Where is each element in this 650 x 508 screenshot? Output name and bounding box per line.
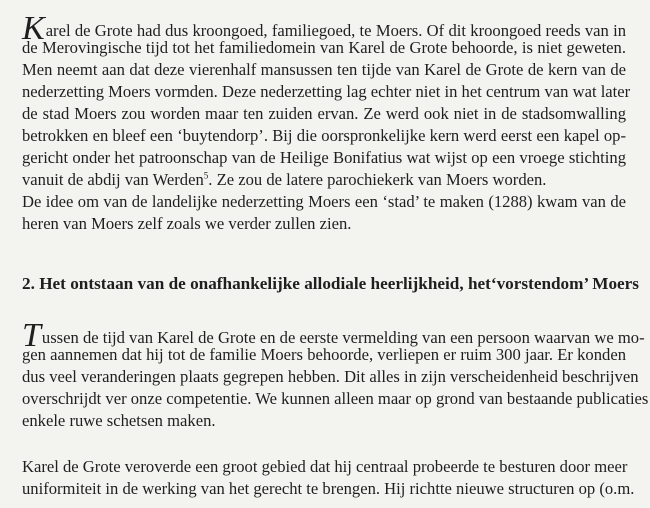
paragraph-1-line-5: de stad Moers zou worden maar ten zuiden ervan. Ze werd ook niet in de stadsomwalling [22,104,626,123]
paragraph-1-line-1: Karel de Grote had dus kroongoed, familiegoed, te Moers. Of dit kroongoed reeds van in [22,10,626,47]
paragraph-1-line-3: Men neemt aan dat deze vierenhalf mansussen ten tijde van Karel de Grote de kern van de [22,60,626,79]
paragraph-2-line-3: dus veel veranderingen plaats gegrepen hebben. Dit alles in zijn verscheidenheid beschrijven [22,367,639,386]
footnote-marker: 5 [203,170,209,181]
paragraph-2-line-2: gen aannemen dat hij tot de familie Moers behoorde, verliepen er ruim 300 jaar. Er konden [22,345,626,364]
paragraph-1-line-8: vanuit de abdij van Werden$^5$. Ze zou de latere parochiekerk van Moers worden. [22,170,547,189]
paragraph-2-line-4: overschrijdt ver onze competentie. We kunnen alleen maar op grond van bestaande publicaties [22,389,649,408]
section-heading: 2. Het ontstaan van de onafhankelijke allodiale heerlijkheid, het‘vorstendom’ Moers [22,274,639,293]
paragraph-1-line-4: nederzetting Moers vormden. Deze nederzetting lag echter niet in het centrum van wat later [22,82,631,101]
paragraph-2-line-5: enkele ruwe schetsen maken. [22,411,216,430]
paragraph-1-line-6: betrokken en bleef een ‘buytendorp’. Bij die oorspronkelijke kern werd eerst een kapel op- [22,126,626,145]
paragraph-1-line-2: de Merovingische tijd tot het familiedomein van Karel de Grote behoorde, is niet geweten. [22,38,626,57]
drop-cap: K [22,10,45,47]
paragraph-1-line-9: De idee om van de landelijke nederzetting Moers een ‘stad’ te maken (1288) kwam van de [22,192,626,211]
drop-cap: T [22,317,41,354]
paragraph-1-line-10: heren van Moers zelf zoals we verder zullen zien. [22,214,352,233]
paragraph-3-line-1: Karel de Grote veroverde een groot gebied dat hij centraal probeerde te besturen door meer [22,457,628,476]
paragraph-3-line-2: uniformiteit in de werking van het gerecht te brengen. Hij richtte nieuwe structuren op (o.m. [22,479,635,498]
paragraph-2-line-1: Tussen de tijd van Karel de Grote en de eerste vermelding van een persoon waarvan we mo- [22,317,645,354]
paragraph-1-line-7: gericht onder het patroonschap van de Heilige Bonifatius wat wijst op een vroege stichting [22,148,626,167]
